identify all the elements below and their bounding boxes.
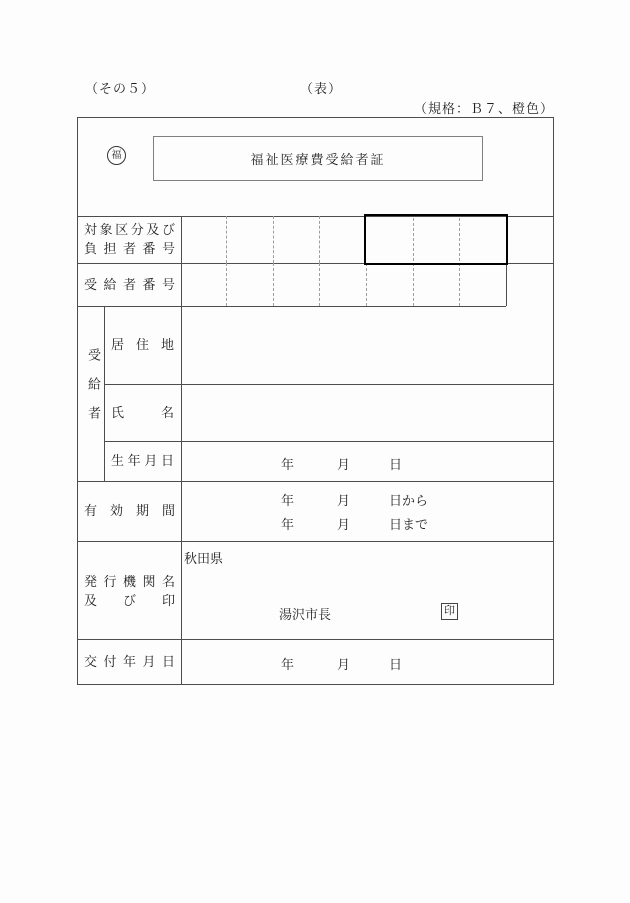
digit-divider bbox=[459, 263, 460, 306]
residence-label: 居住地 bbox=[111, 337, 174, 352]
circled-fuku-mark: 福 bbox=[107, 146, 126, 165]
payer-number-highlight-box bbox=[364, 214, 508, 265]
name-label: 氏名 bbox=[111, 405, 174, 420]
certificate-title: 福祉医療費受給者証 bbox=[250, 152, 386, 167]
digit-divider bbox=[226, 263, 227, 306]
issue-date-label: 交付年月日 bbox=[84, 654, 175, 669]
birthdate-label: 生年月日 bbox=[111, 453, 174, 468]
birth-year-unit: 年 bbox=[281, 457, 295, 472]
digit-divider bbox=[319, 263, 320, 306]
rule-name-bottom bbox=[104, 441, 553, 442]
rule-validity-bottom bbox=[78, 541, 553, 542]
issue-year-unit: 年 bbox=[281, 657, 295, 672]
spec-note: （規格：Ｂ７、橙色） bbox=[413, 101, 554, 116]
recipient-group-vertical-label: 受給者 bbox=[86, 348, 101, 435]
digit-divider bbox=[319, 216, 320, 263]
valid-to-day-unit: 日まで bbox=[389, 517, 429, 532]
rule-birth-bottom bbox=[78, 481, 553, 482]
category-label-line1: 対象区分及び bbox=[84, 222, 175, 237]
digit-divider bbox=[226, 216, 227, 263]
rule-issuer-bottom bbox=[78, 639, 553, 640]
birth-day-unit: 日 bbox=[389, 457, 403, 472]
seal-character: 印 bbox=[444, 605, 455, 617]
valid-to-year-unit: 年 bbox=[281, 517, 295, 532]
rule-label-column bbox=[181, 216, 182, 684]
certificate-table bbox=[77, 117, 554, 685]
issuer-mayor: 湯沢市長 bbox=[279, 607, 332, 622]
rule-recipient-strip bbox=[104, 306, 105, 481]
issue-day-unit: 日 bbox=[389, 657, 403, 672]
front-side-note: （表） bbox=[300, 81, 343, 96]
issuer-label-line2: 及び印 bbox=[84, 593, 175, 608]
valid-to-month-unit: 月 bbox=[337, 517, 351, 532]
rule-recipientno-bottom bbox=[78, 306, 506, 307]
birth-month-unit: 月 bbox=[337, 457, 351, 472]
part-number-note: （その５） bbox=[85, 81, 156, 96]
rule-grid-right bbox=[506, 263, 507, 306]
validity-label: 有効期間 bbox=[84, 503, 175, 518]
digit-divider bbox=[273, 216, 274, 263]
digit-divider bbox=[413, 263, 414, 306]
certificate-title-box bbox=[153, 136, 483, 181]
digit-divider bbox=[366, 263, 367, 306]
recipient-number-label: 受給者番号 bbox=[84, 277, 175, 292]
valid-from-month-unit: 月 bbox=[337, 493, 351, 508]
valid-from-day-unit: 日から bbox=[389, 493, 429, 508]
issue-month-unit: 月 bbox=[337, 657, 351, 672]
digit-divider bbox=[273, 263, 274, 306]
rule-residence-bottom bbox=[104, 384, 553, 385]
issuer-prefecture: 秋田県 bbox=[184, 551, 224, 566]
issuer-label-line1: 発行機関名 bbox=[84, 574, 175, 589]
seal-placeholder-box bbox=[441, 603, 458, 620]
category-label-line2: 負担者番号 bbox=[84, 241, 175, 256]
valid-from-year-unit: 年 bbox=[281, 493, 295, 508]
